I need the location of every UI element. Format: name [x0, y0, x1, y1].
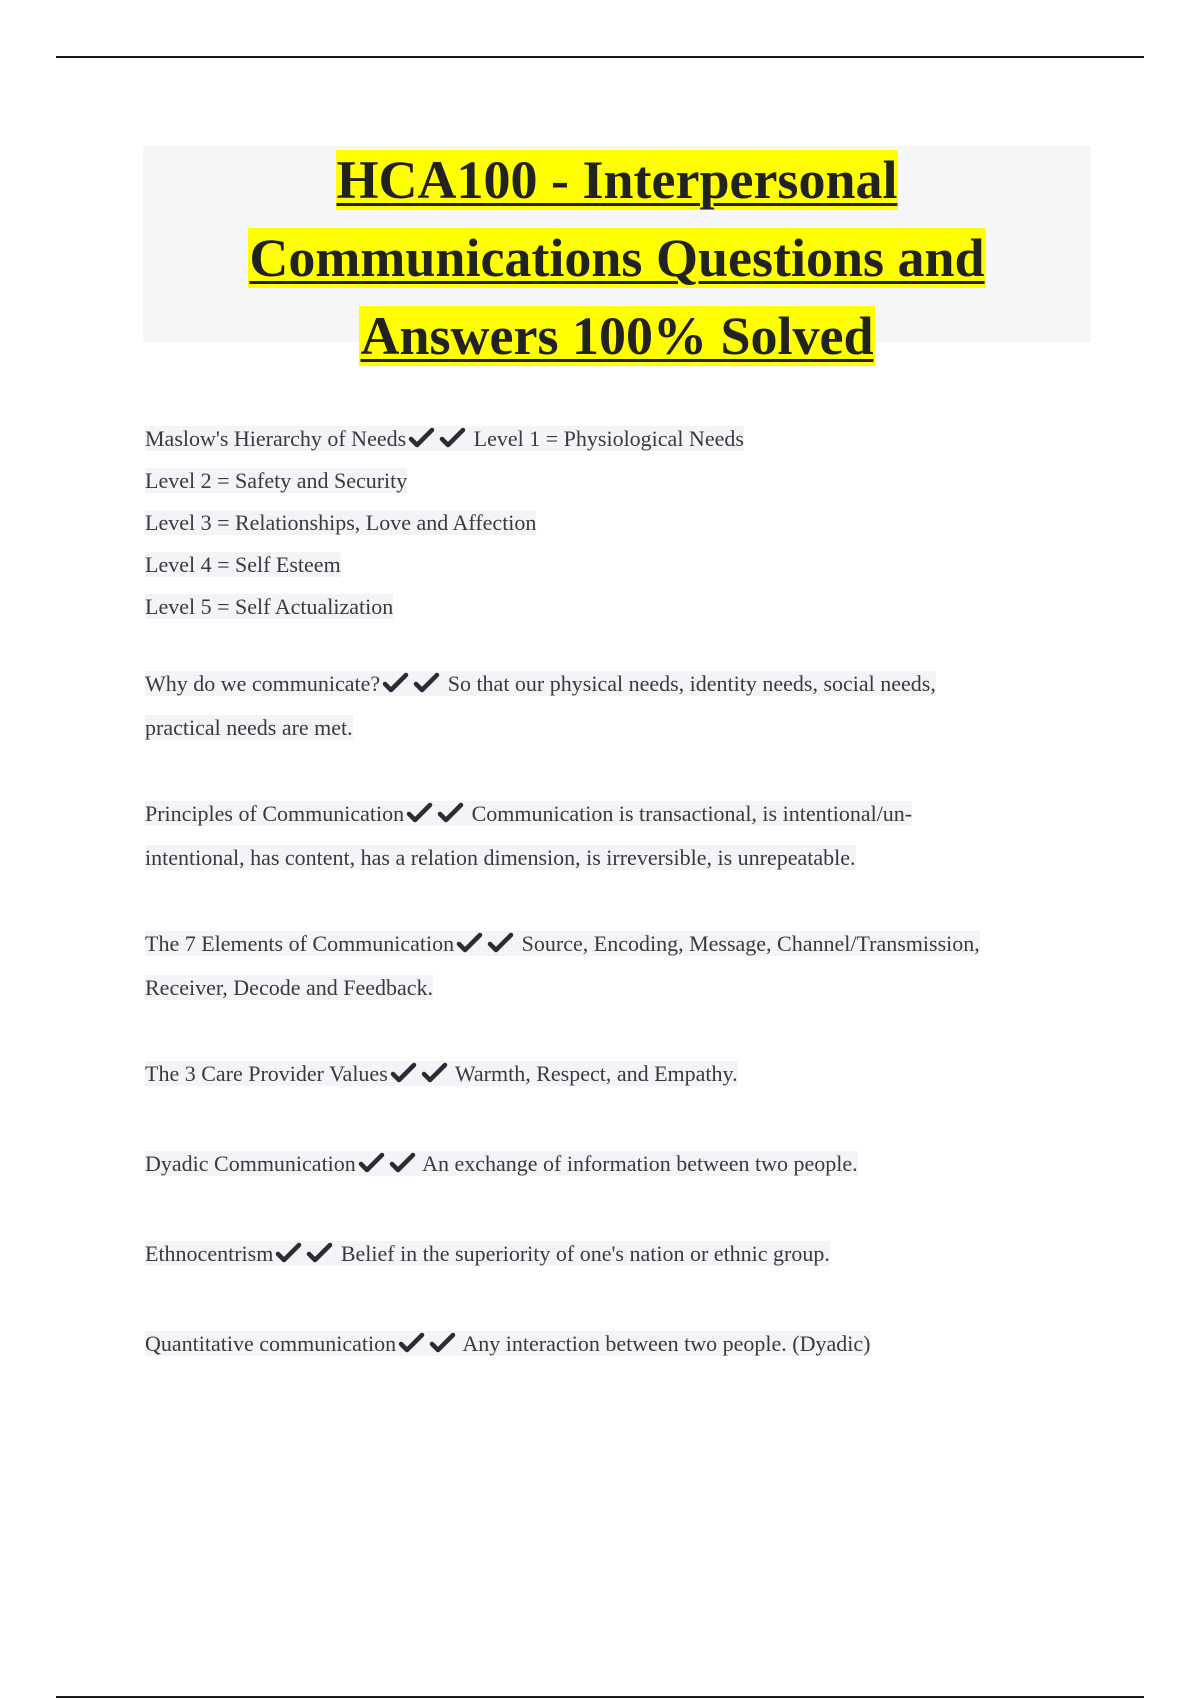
- qa-answer: Warmth, Respect, and Empathy.: [454, 1061, 738, 1086]
- check-icon: [437, 802, 464, 824]
- qa-list: [145, 418, 1065, 1408]
- qa-entry: [145, 922, 1065, 1010]
- check-icon: [382, 672, 409, 694]
- qa-term: Maslow's Hierarchy of Needs: [145, 426, 407, 451]
- check-icon: [406, 802, 433, 824]
- check-icon: [408, 427, 435, 449]
- qa-entry: [145, 1322, 1065, 1366]
- check-icon: [439, 427, 466, 449]
- check-icon: [358, 1152, 385, 1174]
- qa-answer-line: Level 2 = Safety and Security: [145, 468, 408, 493]
- qa-entry: [145, 792, 1065, 880]
- qa-term: The 7 Elements of Communication: [145, 931, 455, 956]
- check-icon: [398, 1332, 425, 1354]
- qa-answer: Level 1 = Physiological Needs: [473, 426, 744, 451]
- qa-answer: So that our physical needs, identity needs, social needs,: [447, 671, 936, 696]
- qa-answer-cont: Receiver, Decode and Feedback.: [145, 975, 434, 1000]
- qa-entry: [145, 1052, 1065, 1096]
- document-title: [143, 146, 1091, 366]
- qa-answer: An exchange of information between two people.: [422, 1151, 858, 1176]
- qa-answer-line: Level 5 = Self Actualization: [145, 594, 394, 619]
- qa-answer-line: Level 3 = Relationships, Love and Affection: [145, 510, 537, 535]
- qa-term: Principles of Communication: [145, 801, 405, 826]
- check-icon: [390, 1062, 417, 1084]
- check-icon: [429, 1332, 456, 1354]
- qa-term: The 3 Care Provider Values: [145, 1061, 388, 1086]
- bottom-rule: [56, 1696, 1144, 1698]
- qa-answer: Belief in the superiority of one's nation or ethnic group.: [340, 1241, 830, 1266]
- qa-entry: [145, 1142, 1065, 1186]
- qa-answer-cont: intentional, has content, has a relation dimension, is irreversible, is unrepeatable.: [145, 845, 856, 870]
- qa-term: Quantitative communication: [145, 1331, 397, 1356]
- qa-answer: Any interaction between two people. (Dyadic): [462, 1331, 871, 1356]
- title-line-1: HCA100 - Interpersonal: [336, 150, 898, 210]
- qa-answer-cont: practical needs are met.: [145, 715, 353, 740]
- check-icon: [456, 932, 483, 954]
- check-icon: [487, 932, 514, 954]
- top-rule: [56, 56, 1144, 58]
- qa-term: Why do we communicate?: [145, 671, 381, 696]
- qa-answer: Communication is transactional, is intentional/un-: [471, 801, 913, 826]
- qa-entry: [145, 662, 1065, 750]
- check-icon: [413, 672, 440, 694]
- check-icon: [421, 1062, 448, 1084]
- title-line-3: Answers 100% Solved: [360, 306, 874, 366]
- qa-entry: [145, 1232, 1065, 1276]
- check-icon: [275, 1242, 302, 1264]
- qa-entry: [145, 418, 1065, 628]
- qa-term: Dyadic Communication: [145, 1151, 356, 1176]
- check-icon: [306, 1242, 333, 1264]
- qa-term: Ethnocentrism: [145, 1241, 274, 1266]
- check-icon: [389, 1152, 416, 1174]
- qa-answer-line: Level 4 = Self Esteem: [145, 552, 341, 577]
- qa-answer: Source, Encoding, Message, Channel/Transmission,: [521, 931, 980, 956]
- title-line-2: Communications Questions and: [249, 228, 985, 288]
